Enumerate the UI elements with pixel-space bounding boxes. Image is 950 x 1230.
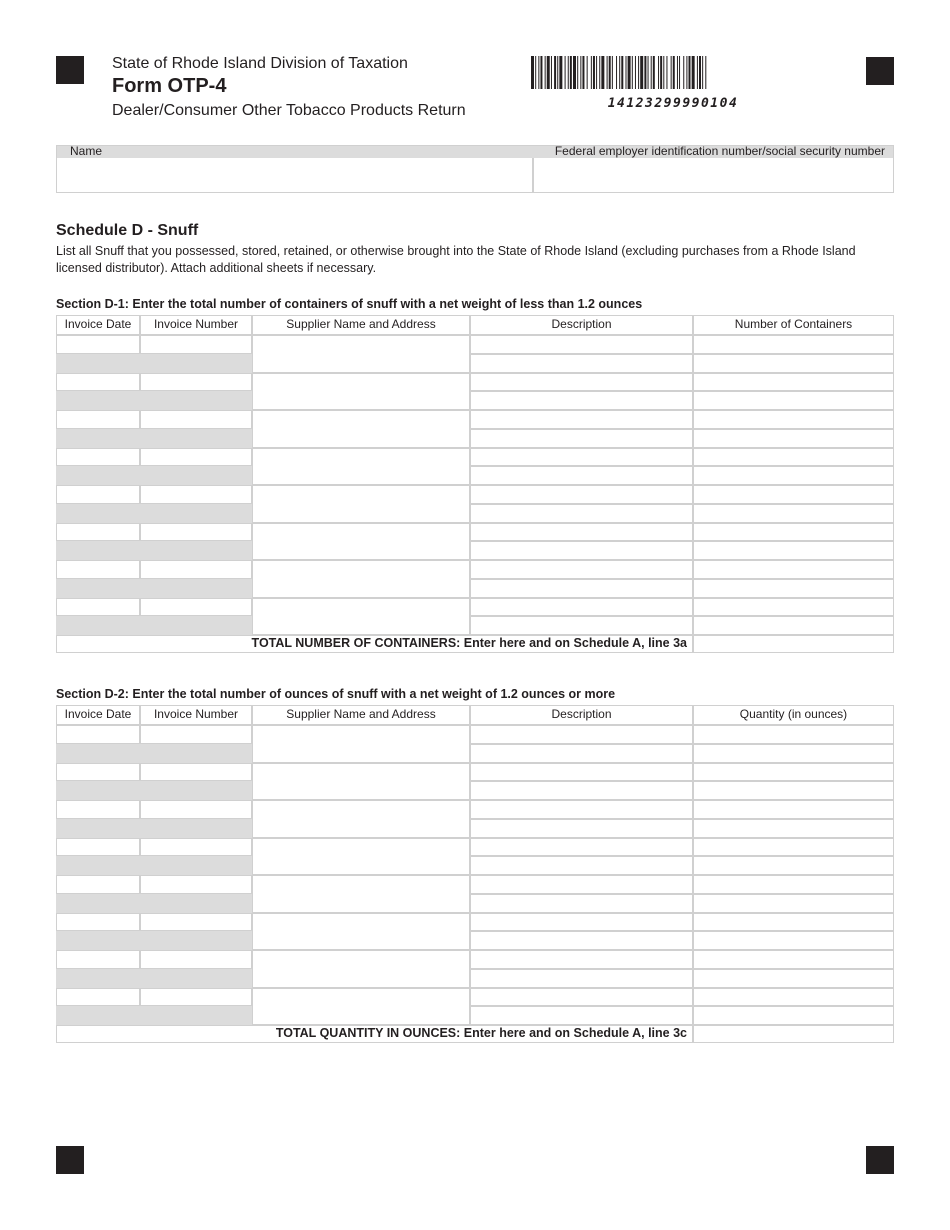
description-input[interactable] [470,894,693,913]
supplier-input[interactable] [252,913,470,951]
column-header: Quantity (in ounces) [739,707,848,721]
row-shade [140,819,252,838]
row-shade [56,354,140,373]
containers-input[interactable] [693,335,894,354]
column-header: Supplier Name and Address [286,707,436,721]
description-input[interactable] [470,579,693,598]
quantity-input[interactable] [693,725,894,744]
invoice-number-input[interactable] [140,913,252,932]
quantity-input[interactable] [693,781,894,800]
description-input[interactable] [470,875,693,894]
description-input[interactable] [470,391,693,410]
barcode-number: 14123299990104 [607,96,739,111]
barcode-bar [577,56,578,89]
row-shade [140,466,252,485]
barcode-bar [621,56,623,89]
description-input[interactable] [470,410,693,429]
invoice-date-input[interactable] [56,875,140,894]
description-input[interactable] [470,838,693,857]
quantity-input[interactable] [693,819,894,838]
description-input[interactable] [470,616,693,635]
barcode-bar [705,56,706,89]
barcode-bar [619,56,620,89]
schedule-description: List all Snuff that you possessed, stored, retained, or otherwise brought into the State of Rhode Island (excluding purchases from a Rhode Island licensed distributor). Attach additional sheets if necessary. [56,244,856,275]
containers-input[interactable] [693,598,894,617]
invoice-number-input[interactable] [140,560,252,579]
quantity-input[interactable] [693,950,894,969]
description-input[interactable] [470,744,693,763]
row-shade [56,466,140,485]
field-divider [532,158,534,192]
row-shade [56,429,140,448]
barcode-bar [648,56,649,89]
barcode-bar [671,56,672,89]
barcode-bar [565,56,566,89]
invoice-date-input[interactable] [56,410,140,429]
row-shade [140,931,252,950]
supplier-input[interactable] [252,373,470,411]
row-shade [56,744,140,763]
row-shade [56,1006,140,1025]
quantity-input[interactable] [693,1006,894,1025]
description-input[interactable] [470,541,693,560]
barcode-bar [601,56,604,89]
column-header: Supplier Name and Address [286,317,436,331]
barcode-bar [677,56,678,89]
description-input[interactable] [470,725,693,744]
barcode-bar [683,56,684,89]
supplier-input[interactable] [252,725,470,763]
supplier-input[interactable] [252,838,470,876]
column-header: Invoice Number [153,707,239,721]
registration-mark-top-right [866,57,894,85]
row-shade [56,781,140,800]
barcode-bar [702,56,703,89]
barcode-bar [651,56,652,89]
invoice-date-input[interactable] [56,335,140,354]
invoice-date-input[interactable] [56,560,140,579]
barcode-bar [697,56,698,89]
form-subtitle: Dealer/Consumer Other Tobacco Products Return [112,102,466,119]
invoice-number-input[interactable] [140,410,252,429]
barcode-bar [570,56,572,89]
barcode-bar [699,56,701,89]
quantity-input[interactable] [693,875,894,894]
barcode-bar [638,56,639,89]
description-input[interactable] [470,763,693,782]
description-input[interactable] [470,560,693,579]
barcode-bar [580,56,581,89]
quantity-input[interactable] [693,763,894,782]
supplier-input[interactable] [252,523,470,561]
description-input[interactable] [470,448,693,467]
invoice-number-input[interactable] [140,448,252,467]
containers-input[interactable] [693,373,894,392]
description-input[interactable] [470,856,693,875]
containers-input[interactable] [693,466,894,485]
invoice-number-input[interactable] [140,950,252,969]
invoice-date-input[interactable] [56,800,140,819]
supplier-input[interactable] [252,988,470,1026]
column-header: Description [551,707,612,721]
containers-input[interactable] [693,541,894,560]
quantity-input[interactable] [693,856,894,875]
containers-input[interactable] [693,504,894,523]
description-input[interactable] [470,504,693,523]
invoice-number-input[interactable] [140,838,252,857]
row-shade [56,391,140,410]
barcode-bar [666,56,667,89]
fein-label: Federal employer identification number/social security number [554,144,885,158]
total-label: TOTAL NUMBER OF CONTAINERS: Enter here and on Schedule A, line 3a [251,636,687,650]
description-input[interactable] [470,1006,693,1025]
row-shade [56,856,140,875]
supplier-input[interactable] [252,763,470,801]
quantity-input[interactable] [693,894,894,913]
column-header: Invoice Date [64,317,132,331]
barcode-bar [626,56,627,89]
total-label: TOTAL QUANTITY IN OUNCES: Enter here and on Schedule A, line 3c [275,1026,687,1040]
barcode-bar [607,56,608,89]
row-shade [140,541,252,560]
column-header: Invoice Date [64,707,132,721]
barcode-bar [538,56,539,89]
quantity-input[interactable] [693,988,894,1007]
containers-input[interactable] [693,485,894,504]
barcode-bar [559,56,562,89]
description-input[interactable] [470,373,693,392]
invoice-date-input[interactable] [56,598,140,617]
form-title: Form OTP-4 [112,75,227,97]
barcode-bar [609,56,611,89]
row-shade [56,579,140,598]
supplier-input[interactable] [252,410,470,448]
invoice-date-input[interactable] [56,448,140,467]
description-input[interactable] [470,598,693,617]
supplier-input[interactable] [252,875,470,913]
row-shade [140,429,252,448]
barcode-bar [640,56,643,89]
barcode-bar [540,56,542,89]
invoice-number-input[interactable] [140,875,252,894]
quantity-input[interactable] [693,838,894,857]
invoice-number-input[interactable] [140,725,252,744]
barcode-bar [593,56,595,89]
barcode-bar [632,56,633,89]
barcode-bar [644,56,646,89]
supplier-input[interactable] [252,448,470,486]
containers-input[interactable] [693,354,894,373]
row-shade [140,856,252,875]
barcode-bar [635,56,636,89]
registration-mark-bottom-right [866,1146,894,1174]
description-input[interactable] [470,466,693,485]
invoice-number-input[interactable] [140,988,252,1007]
row-shade [56,819,140,838]
barcode-bar [531,56,534,89]
quantity-input[interactable] [693,931,894,950]
description-input[interactable] [470,781,693,800]
row-shade [140,1006,252,1025]
invoice-number-input[interactable] [140,598,252,617]
containers-input[interactable] [693,523,894,542]
section-d2-table [56,705,894,1042]
description-input[interactable] [470,485,693,504]
taxpayer-info-box [56,145,894,193]
barcode-bar [616,56,617,89]
row-shade [140,744,252,763]
column-header: Invoice Number [153,317,239,331]
supplier-input[interactable] [252,800,470,838]
description-input[interactable] [470,969,693,988]
row-shade [140,894,252,913]
containers-input[interactable] [693,448,894,467]
schedule-title: Schedule D - Snuff [56,222,199,239]
invoice-date-input[interactable] [56,838,140,857]
barcode-bar [591,56,592,89]
supplier-input[interactable] [252,598,470,636]
quantity-input[interactable] [693,969,894,988]
barcode-bar [653,56,655,89]
description-input[interactable] [470,819,693,838]
barcode-bar [547,56,550,89]
invoice-date-input[interactable] [56,373,140,392]
barcode-bar [692,56,695,89]
barcode-bar [582,56,584,89]
invoice-number-input[interactable] [140,763,252,782]
total-input[interactable] [693,1025,894,1043]
containers-input[interactable] [693,391,894,410]
barcode-bar [612,56,613,89]
registration-mark-bottom-left [56,1146,84,1174]
quantity-input[interactable] [693,744,894,763]
barcode-bar [658,56,659,89]
supplier-input[interactable] [252,950,470,988]
barcode-bar [599,56,600,89]
row-shade [140,354,252,373]
containers-input[interactable] [693,560,894,579]
invoice-date-input[interactable] [56,913,140,932]
barcode-bar [573,56,576,89]
row-shade [140,616,252,635]
invoice-date-input[interactable] [56,988,140,1007]
barcode-bar [587,56,588,89]
row-shade [56,504,140,523]
description-input[interactable] [470,335,693,354]
row-shade [56,969,140,988]
invoice-date-input[interactable] [56,523,140,542]
row-shade [56,894,140,913]
quantity-input[interactable] [693,800,894,819]
registration-mark-top-left [56,56,84,84]
supplier-input[interactable] [252,485,470,523]
row-shade [140,781,252,800]
section-d1-table [56,315,894,652]
description-input[interactable] [470,800,693,819]
barcode-bar [660,56,662,89]
barcode-bar [535,56,536,89]
column-header: Description [551,317,612,331]
invoice-number-input[interactable] [140,485,252,504]
row-shade [56,616,140,635]
row-shade [56,541,140,560]
barcode-bar [568,56,569,89]
barcode-bar [628,56,631,89]
description-input[interactable] [470,523,693,542]
description-input[interactable] [470,950,693,969]
barcode-bar [596,56,597,89]
invoice-date-input[interactable] [56,763,140,782]
description-input[interactable] [470,429,693,448]
description-input[interactable] [470,931,693,950]
barcode-bar [679,56,680,89]
containers-input[interactable] [693,410,894,429]
barcode-bar [551,56,552,89]
row-shade [56,931,140,950]
containers-input[interactable] [693,579,894,598]
invoice-date-input[interactable] [56,485,140,504]
row-shade [140,391,252,410]
barcode-bar [545,56,546,89]
total-input[interactable] [693,635,894,653]
row-shade [140,579,252,598]
section-d1-title: Section D-1: Enter the total number of containers of snuff with a net weight of less than 1.2 ounces [56,297,643,311]
barcode-bar [686,56,687,89]
invoice-number-input[interactable] [140,800,252,819]
barcode-bar [554,56,556,89]
row-shade [140,504,252,523]
description-input[interactable] [470,354,693,373]
containers-input[interactable] [693,616,894,635]
fein-field[interactable] [537,160,889,190]
barcode-bar [557,56,558,89]
agency-name: State of Rhode Island Division of Taxation [112,55,408,72]
description-input[interactable] [470,913,693,932]
supplier-input[interactable] [252,335,470,373]
section-d2-title: Section D-2: Enter the total number of ounces of snuff with a net weight of 1.2 ounces or more [56,687,616,701]
quantity-input[interactable] [693,913,894,932]
containers-input[interactable] [693,429,894,448]
column-header: Number of Containers [734,317,853,331]
name-label: Name [70,144,103,158]
supplier-input[interactable] [252,560,470,598]
barcode-bar [663,56,664,89]
description-input[interactable] [470,988,693,1007]
invoice-number-input[interactable] [140,373,252,392]
invoice-number-input[interactable] [140,523,252,542]
row-shade [140,969,252,988]
barcode [531,56,815,89]
name-field[interactable] [61,160,529,190]
invoice-date-input[interactable] [56,950,140,969]
invoice-number-input[interactable] [140,335,252,354]
barcode-bar [673,56,675,89]
invoice-date-input[interactable] [56,725,140,744]
barcode-bar [689,56,691,89]
